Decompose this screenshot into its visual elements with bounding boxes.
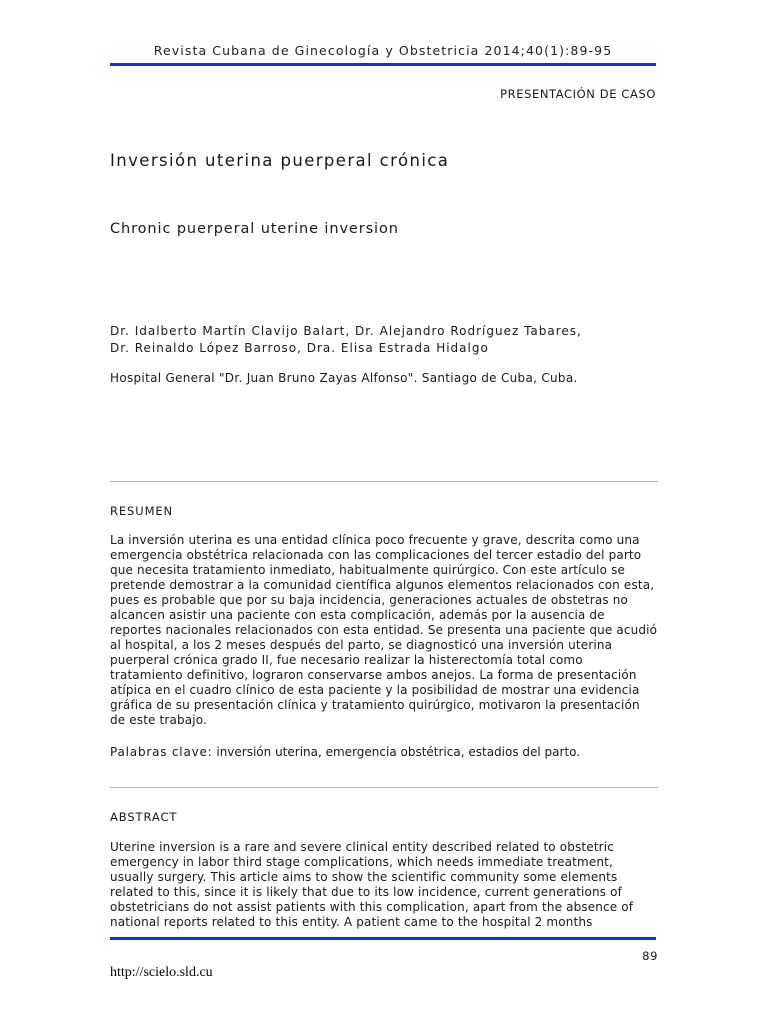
keywords-label: Palabras clave: [110,745,213,759]
abstract-body: Uterine inversion is a rare and severe clinical entity described related to obstetric emergency in labor third stage complications, which needs immediate treatment, usually surgery. This article aims to show the scientific community some elements related to this, since it is likely that due to its low incidence, current generations of obstetricians do not assist patients with this complication, apart from the absence of national reports related to this entity. A patient came to the hospital 2 months [110,840,634,929]
article-title-spanish: Inversión uterina puerperal crónica [110,151,450,170]
header-rule [110,63,656,66]
divider-before-resumen [110,481,658,482]
resumen-heading: RESUMEN [110,504,174,518]
keywords [110,745,580,759]
site-url[interactable]: http://scielo.sld.cu [110,965,213,980]
author-line-1: Dr. Idalberto Martín Clavijo Balart, Dr. Alejandro Rodríguez Tabares, [110,324,582,338]
page-number: 89 [642,949,658,963]
journal-citation: Revista Cubana de Ginecología y Obstetricia 2014;40(1):89-95 [153,43,613,58]
abstract-heading: ABSTRACT [110,810,178,824]
footer-rule [110,937,656,940]
keywords-list: inversión uterina, emergencia obstétrica, estadios del parto. [216,745,581,759]
resumen-body: La inversión uterina es una entidad clínica poco frecuente y grave, descrita como una emergencia obstétrica relacionada con las complicaciones del tercer estadio del parto que necesita tratamiento inmediato, habitualmente quirúrgico. Con este artículo se pretende demostrar a la comunidad científica algunos elementos relacionados con esta, pues es probable que por su baja incidencia, generaciones actuales de obstetras no alcancen asistir una paciente con esta complicación, además por la ausencia de reportes nacionales relacionados con esta entidad. Se presenta una paciente que acudió al hospital, a los 2 meses después del parto, se diagnosticó una inversión uterina puerperal crónica grado II, fue necesario realizar la histerectomía total como tratamiento definitivo, lograron conservarse ambos anejos. La forma de presentación atípica en el cuadro clínico de esta paciente y la posibilidad de mostrar una evidencia gráfica de su presentación clínica y tratamiento quirúrgico, motivaron la presentación de este trabajo. [110,533,658,727]
author-line-2: Dr. Reinaldo López Barroso, Dra. Elisa Estrada Hidalgo [110,341,489,355]
divider-before-abstract [110,787,658,788]
author-list [110,323,670,357]
section-label: PRESENTACIÓN DE CASO [500,87,656,101]
author-affiliation: Hospital General "Dr. Juan Bruno Zayas Alfonso". Santiago de Cuba, Cuba. [110,371,578,385]
article-title-english: Chronic puerperal uterine inversion [110,221,399,237]
